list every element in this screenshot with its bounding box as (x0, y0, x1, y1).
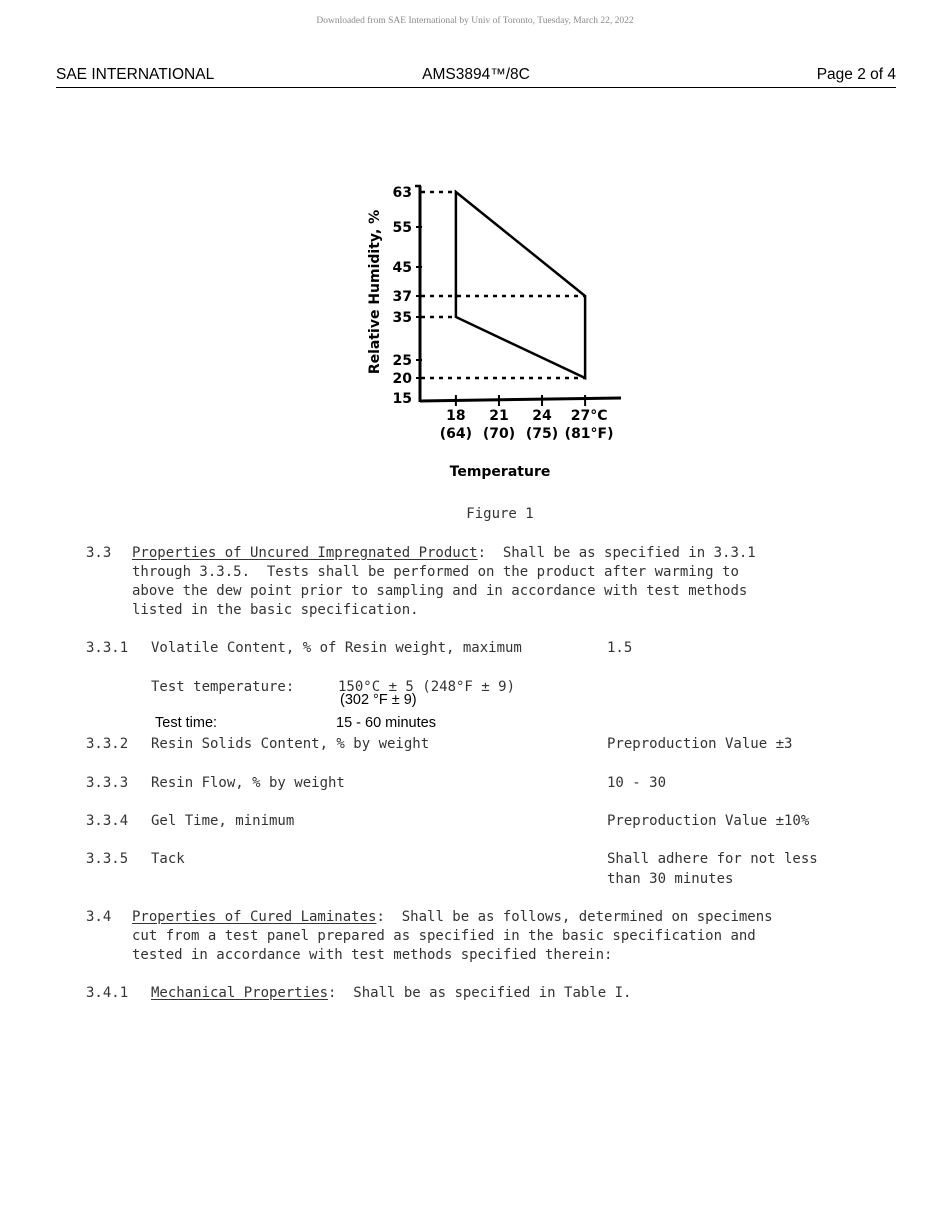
section-3-3-title: Properties of Uncured Impregnated Product (132, 545, 478, 561)
section-3-3-5-label: Tack (151, 851, 185, 867)
section-3-3-line2: through 3.3.5. Tests shall be performed on the product after warming to (132, 564, 739, 580)
y-tick-25: 25 (392, 353, 412, 369)
header-org: SAE INTERNATIONAL (56, 66, 215, 83)
reference-lines (421, 192, 585, 378)
section-3-3-5-number: 3.3.5 (86, 851, 129, 867)
x-tick-top-3: 27°C (570, 408, 608, 424)
section-3-3-3-label: Resin Flow, % by weight (151, 775, 345, 791)
section-3-4-line3: tested in accordance with test methods specified therein: (132, 947, 613, 963)
figure-caption: Figure 1 (466, 506, 534, 522)
acceptable-region (456, 192, 585, 378)
x-tick-top-0: 18 (446, 408, 466, 424)
section-3-3-4-value: Preproduction Value ±10% (607, 813, 810, 829)
x-axis-line (420, 398, 621, 401)
section-3-4-1-rest: : Shall be as specified in Table I. (328, 985, 632, 1001)
test-time-value: 15 - 60 minutes (336, 715, 436, 731)
section-3-3-2-number: 3.3.2 (86, 736, 129, 752)
y-axis-label: Relative Humidity, % (367, 209, 383, 375)
header-doc-number: AMS3894™/8C (422, 66, 530, 83)
section-3-4-title: Properties of Cured Laminates (132, 909, 377, 925)
section-3-3-4-label: Gel Time, minimum (151, 813, 295, 829)
test-temperature-value: 150°C ± 5 (248°F ± 9) (338, 679, 516, 695)
x-tick-top-1: 21 (489, 408, 509, 424)
x-tick-bottom-1: (70) (482, 426, 516, 442)
y-tick-55: 55 (392, 220, 412, 236)
section-3-3-line1 (132, 545, 756, 561)
y-tick-labels (393, 185, 422, 407)
section-3-4-line1-rest: : Shall be as follows, determined on specimens (376, 909, 773, 925)
section-3-3-line4: listed in the basic specification. (132, 602, 419, 618)
download-watermark: Downloaded from SAE International by Univ of Toronto, Tuesday, March 22, 2022 (316, 16, 634, 26)
section-3-4-1-number: 3.4.1 (86, 985, 129, 1001)
section-3-4-line1 (132, 909, 773, 925)
section-3-3-3-value: 10 - 30 (607, 775, 667, 791)
y-tick-37: 37 (392, 289, 412, 305)
section-3-3-line1-rest: : Shall be as specified in 3.3.1 (477, 545, 756, 561)
humidity-temperature-chart (355, 170, 635, 490)
section-3-4-1-title: Mechanical Properties (151, 985, 329, 1001)
x-tick-bottom-2: (75) (525, 426, 559, 442)
header-page-number: Page 2 of 4 (816, 66, 896, 83)
x-tick-top-2: 24 (532, 408, 552, 424)
y-tick-63: 63 (392, 185, 412, 201)
test-temperature-label: Test temperature: (151, 679, 295, 695)
x-tick-bottom-0: (64) (439, 426, 473, 442)
section-3-3-5-value-line1: Shall adhere for not less (607, 851, 818, 867)
page-header (56, 66, 896, 88)
y-tick-35: 35 (392, 310, 412, 326)
section-3-4-line2: cut from a test panel prepared as specified in the basic specification and (132, 928, 756, 944)
test-time-label: Test time: (155, 715, 218, 731)
y-tick-15: 15 (392, 391, 412, 407)
x-tick-labels (440, 395, 614, 442)
section-3-3-5-value-line2: than 30 minutes (607, 871, 734, 887)
chart-axes (415, 186, 621, 402)
region-outline (456, 192, 585, 378)
section-3-3-1-label: Volatile Content, % of Resin weight, maximum (151, 640, 522, 656)
section-3-3-2-label: Resin Solids Content, % by weight (151, 736, 430, 752)
test-temperature-note: (302 °F ± 9) (340, 692, 417, 708)
x-axis-label: Temperature (449, 464, 551, 480)
section-3-3-number: 3.3 (86, 545, 112, 561)
y-tick-45: 45 (392, 260, 412, 276)
section-3-4-number: 3.4 (86, 909, 112, 925)
section-3-3-1-number: 3.3.1 (86, 640, 129, 656)
section-3-3-line3: above the dew point prior to sampling and in accordance with test methods (132, 583, 748, 599)
section-3-3-1-value: 1.5 (607, 640, 633, 656)
section-3-3-4-number: 3.3.4 (86, 813, 129, 829)
section-3-3-3-number: 3.3.3 (86, 775, 129, 791)
y-tick-20: 20 (392, 371, 412, 387)
x-tick-bottom-3: (81°F) (564, 426, 614, 442)
section-3-3-2-value: Preproduction Value ±3 (607, 736, 793, 752)
section-3-4-1-line (151, 985, 631, 1001)
